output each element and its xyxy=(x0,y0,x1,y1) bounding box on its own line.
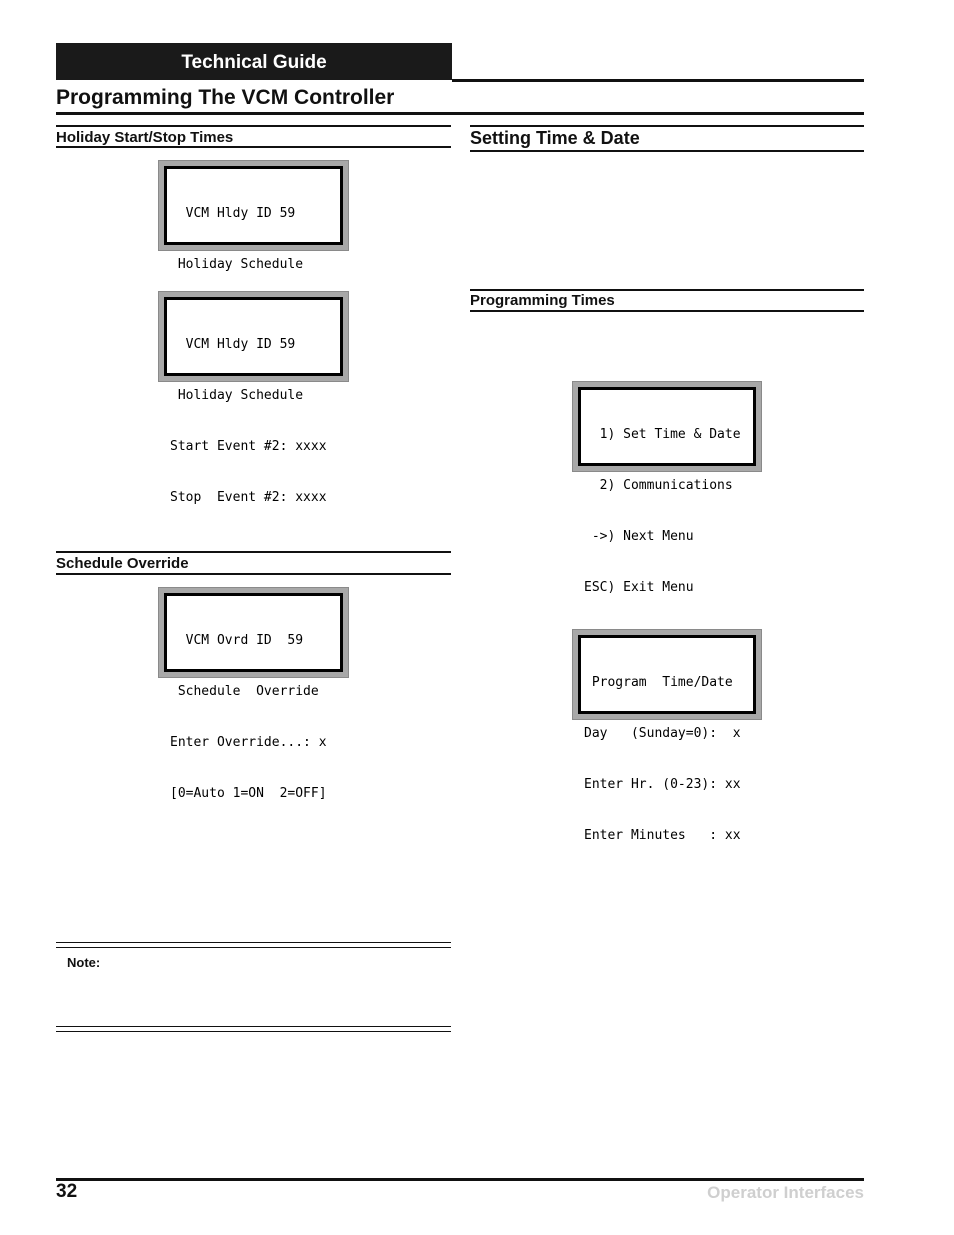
lcd-line: Holiday Schedule xyxy=(170,388,304,403)
lcd-line: Day (Sunday=0): x xyxy=(584,726,741,741)
lcd-line: VCM Hldy ID 59 xyxy=(170,206,296,221)
holiday-rule-top xyxy=(56,125,451,127)
title-rule xyxy=(56,112,864,115)
time-date-rule-top xyxy=(470,125,864,127)
lcd-line: 2) Communications xyxy=(584,478,733,493)
note-rule-bottom-2 xyxy=(56,1031,451,1032)
header-tab: Technical Guide xyxy=(56,43,452,80)
lcd-line: 1) Set Time & Date xyxy=(584,427,741,442)
lcd-line: Enter Minutes : xx xyxy=(584,828,741,843)
lcd-line: Enter Hr. (0-23): xx xyxy=(584,777,741,792)
time-date-rule-bottom xyxy=(470,150,864,152)
lcd-line: ESC) Exit Menu xyxy=(584,580,694,595)
section-heading-override: Schedule Override xyxy=(56,555,189,572)
lcd-line: Start Event #2: xxxx xyxy=(170,439,327,454)
page-number: 32 xyxy=(56,1181,78,1202)
lcd-line: Schedule Override xyxy=(170,684,319,699)
lcd-display-menu xyxy=(572,381,762,595)
lcd-line: ->) Next Menu xyxy=(584,529,694,544)
override-rule-top xyxy=(56,551,451,553)
header-rule xyxy=(452,79,864,82)
section-heading-holiday: Holiday Start/Stop Times xyxy=(56,129,234,146)
override-rule-bottom xyxy=(56,573,451,575)
section-heading-time-date: Setting Time & Date xyxy=(470,128,640,148)
note-label: Note: xyxy=(67,955,101,970)
lcd-display-holiday-1 xyxy=(158,160,349,272)
note-rule-bottom-1 xyxy=(56,1026,451,1027)
lcd-line: Program Time/Date xyxy=(584,675,733,690)
page-title: Programming The VCM Controller xyxy=(56,86,395,109)
lcd-display-override xyxy=(158,587,349,801)
lcd-display-holiday-2 xyxy=(158,291,349,505)
lcd-line: VCM Ovrd ID 59 xyxy=(170,633,304,648)
lcd-line: [0=Auto 1=ON 2=OFF] xyxy=(170,786,327,801)
note-rule-top-1 xyxy=(56,942,451,943)
section-heading-programming-times: Programming Times xyxy=(470,292,615,309)
lcd-line: Enter Override...: x xyxy=(170,735,327,750)
note-rule-top-2 xyxy=(56,947,451,948)
footer-section-title: Operator Interfaces xyxy=(707,1183,864,1202)
lcd-display-program-time xyxy=(572,629,762,843)
lcd-line: Stop Event #2: xxxx xyxy=(170,490,327,505)
lcd-line: VCM Hldy ID 59 xyxy=(170,337,296,352)
footer-rule xyxy=(56,1178,864,1181)
holiday-rule-bottom xyxy=(56,146,451,148)
lcd-line: Holiday Schedule xyxy=(170,257,304,272)
prog-times-rule-bottom xyxy=(470,310,864,312)
prog-times-rule-top xyxy=(470,289,864,291)
